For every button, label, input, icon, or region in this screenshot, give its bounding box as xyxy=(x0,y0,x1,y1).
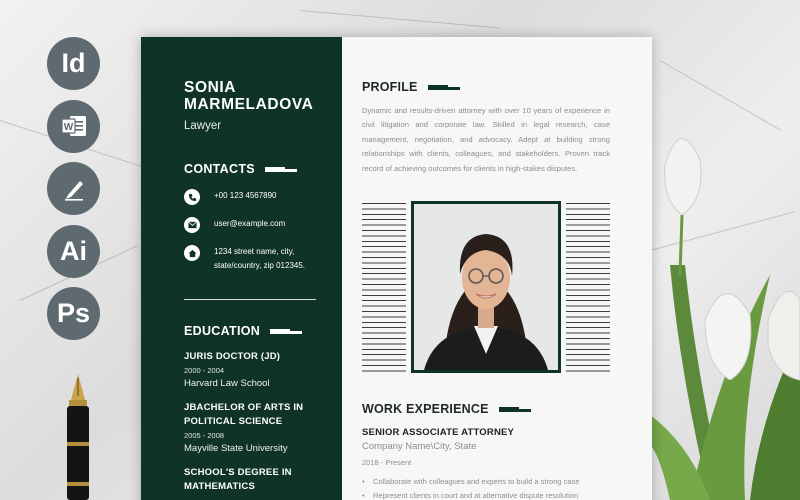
contact-email: user@example.com xyxy=(184,217,316,233)
contact-address: 1234 street name, city, state/country, zip 012345. xyxy=(184,245,316,273)
word-icon xyxy=(47,100,100,153)
education-heading: EDUCATION xyxy=(184,324,316,338)
heading-accent-bar xyxy=(428,85,448,90)
portrait-area xyxy=(362,201,610,374)
company-name: Company Name\City, State xyxy=(362,441,477,452)
job-years: 2018 - Present xyxy=(362,458,412,467)
photoshop-icon: Ps xyxy=(47,287,100,340)
fountain-pen-image xyxy=(58,372,98,500)
contacts-heading: CONTACTS xyxy=(184,162,316,176)
work-experience-section xyxy=(362,402,622,499)
home-icon xyxy=(184,245,200,261)
name-last: MARMELADOVA xyxy=(184,96,314,113)
profile-heading: PROFILE xyxy=(362,80,612,94)
degree: SCHOOL'S DEGREE IN MATHEMATICS xyxy=(184,467,292,492)
illustrator-icon: Ai xyxy=(47,225,100,278)
mail-icon xyxy=(184,217,200,233)
software-badges xyxy=(47,37,100,350)
education-entry xyxy=(184,401,316,454)
profile-summary: Dynamic and results-driven attorney with over 10 years of experience in civil litigation and corporate law. Skilled in legal research, case management, negotiation, and advocacy. Adept at building strong relationships with clients, colleagues, and stakeholders. Proven track record of achieving outcomes for clients in high-stakes disputes. xyxy=(362,106,610,173)
resume-sidebar xyxy=(141,37,342,500)
heading-accent-bar xyxy=(270,329,290,334)
school: Mayville State University xyxy=(184,443,288,454)
degree-years: 2000 - 2004 xyxy=(184,366,225,375)
degree: JBACHELOR OF ARTS IN POLITICAL SCIENCE xyxy=(184,402,304,427)
sidebar-divider xyxy=(184,299,316,300)
resume-document xyxy=(141,37,652,500)
education-entry xyxy=(184,350,316,389)
degree-years: 2005 - 2008 xyxy=(184,431,225,440)
phone-icon xyxy=(184,189,200,205)
school: Harvard Law School xyxy=(184,378,270,389)
education-section xyxy=(184,324,316,494)
name-first: SONIA xyxy=(184,79,237,96)
job-role: Lawyer xyxy=(184,120,222,132)
job-title: SENIOR ASSOCIATE ATTORNEY xyxy=(362,427,515,438)
svg-text:W: W xyxy=(63,122,73,133)
indesign-icon: Id xyxy=(47,37,100,90)
degree: JURIS DOCTOR (JD) xyxy=(184,351,281,362)
work-heading: WORK EXPERIENCE xyxy=(362,402,622,416)
decorative-lines-left xyxy=(362,203,406,373)
decorative-lines-right xyxy=(566,203,610,373)
job-bullet: • Represent clients in court and at alternative dispute resolution xyxy=(362,492,622,499)
resume-main xyxy=(342,37,652,500)
contacts-section xyxy=(184,162,316,273)
heading-accent-bar xyxy=(265,167,285,172)
tulips-image xyxy=(650,115,800,500)
portrait-photo xyxy=(411,201,561,373)
job-bullet: • Collaborate with colleagues and experts to build a strong case xyxy=(362,478,622,485)
heading-accent-bar xyxy=(499,407,519,412)
pen-tool-icon xyxy=(47,162,100,215)
education-entry xyxy=(184,466,316,494)
contact-phone: +00 123 4567890 xyxy=(184,189,316,205)
